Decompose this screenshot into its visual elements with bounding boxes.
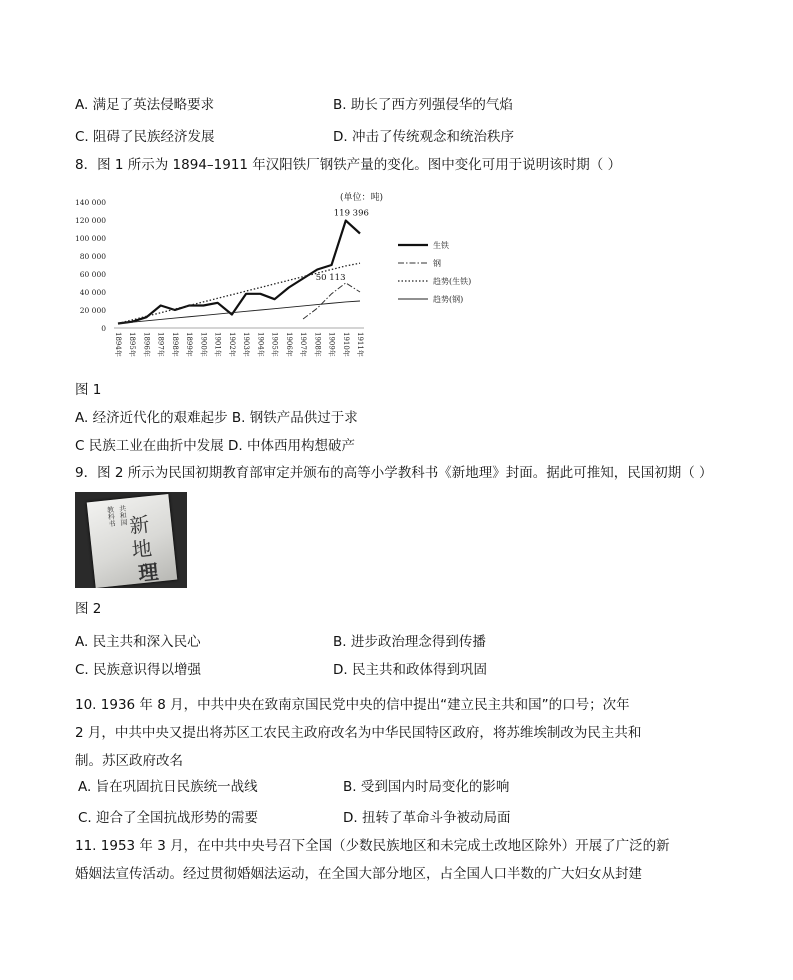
legend-label-2: 趋势(生铁) xyxy=(433,277,472,286)
textbook-cover xyxy=(87,494,178,588)
q9-stem: 9．图 2 所示为民国初期教育部审定并颁布的高等小学教科书《新地理》封面。据此可推知，民国初期（ ） xyxy=(75,465,713,481)
q9-option-d: D. 民主共和政体得到巩固 xyxy=(333,662,487,678)
x-tick-label: 1911年 xyxy=(356,332,364,357)
cover-title-char-2: 地 xyxy=(130,536,154,562)
x-tick-label: 1907年 xyxy=(299,332,308,357)
legend-label-0: 生铁 xyxy=(433,241,449,250)
x-tick-label: 1908年 xyxy=(313,332,322,357)
q11-stem-line-2: 婚姻法宣传活动。经过贯彻婚姻法运动，在全国大部分地区，占全国人口半数的广大妇女从封建 xyxy=(75,866,642,882)
x-tick-label: 1909年 xyxy=(327,332,336,357)
x-tick-label: 1899年 xyxy=(185,332,194,357)
cover-title-char-1: 新 xyxy=(128,512,151,539)
y-tick-label: 0 xyxy=(101,324,106,333)
production-line-chart xyxy=(70,190,490,380)
cover-title-char-3: 理 xyxy=(137,559,160,586)
cover-series-text: 共和国 xyxy=(118,504,129,527)
q8-stem: 8．图 1 所示为 1894–1911 年汉阳铁厂钢铁产量的变化。图中变化可用于说明该时期（ ） xyxy=(75,157,622,173)
y-tick-label: 40 000 xyxy=(79,288,106,297)
q10-stem-line-2: 2 月，中共中央又提出将苏区工农民主政府改名为中华民国特区政府，将苏维埃制改为民主共和 xyxy=(75,725,642,741)
q9-option-b: B. 进步政治理念得到传播 xyxy=(333,634,486,650)
annotation-peak-steel: 50 113 xyxy=(315,272,346,283)
x-tick-label: 1898年 xyxy=(170,332,179,357)
q10-stem-line-3: 制。苏区政府改名 xyxy=(75,753,183,769)
figure-2-caption: 图 2 xyxy=(75,601,102,617)
q10-stem-line-1: 10. 1936 年 8 月，中共中央在致南京国民党中央的信中提出“建立民主共和国”的口号；次年 xyxy=(75,697,630,713)
q10-option-c: C. 迎合了全国抗战形势的需要 xyxy=(78,810,259,826)
textbook-cover-photo xyxy=(75,492,187,588)
x-tick-label: 1902年 xyxy=(227,332,236,357)
q10-option-a: A. 旨在巩固抗日民族统一战线 xyxy=(78,779,258,795)
y-tick-label: 20 000 xyxy=(79,306,106,315)
x-tick-label: 1900年 xyxy=(199,332,208,357)
x-tick-label: 1910年 xyxy=(341,332,350,357)
x-tick-label: 1903年 xyxy=(242,332,251,357)
figure-1-caption: 图 1 xyxy=(75,382,102,398)
q9-option-c: C. 民族意识得以增强 xyxy=(75,662,202,678)
q10-option-d: D. 扭转了革命斗争被动局面 xyxy=(343,810,511,826)
q8-options-line-2: C 民族工业在曲折中发展 D. 中体西用构想破产 xyxy=(75,438,355,454)
y-tick-label: 120 000 xyxy=(74,216,106,225)
cover-textbook-text: 教科书 xyxy=(106,505,117,528)
x-tick-label: 1904年 xyxy=(256,332,265,357)
y-tick-label: 140 000 xyxy=(74,198,106,207)
x-tick-label: 1906年 xyxy=(284,332,293,357)
q11-stem-line-1: 11. 1953 年 3 月，在中共中央号召下全国（少数民族地区和未完成土改地区除外）开展了广泛的新 xyxy=(75,838,670,854)
x-tick-label: 1895年 xyxy=(128,332,137,357)
legend-label-1: 钢 xyxy=(433,259,441,268)
q10-option-b: B. 受到国内时局变化的影响 xyxy=(343,779,510,795)
annotation-peak-pig-iron: 119 396 xyxy=(333,208,369,219)
x-tick-label: 1901年 xyxy=(213,332,222,357)
y-tick-label: 100 000 xyxy=(74,234,106,243)
series-line-1 xyxy=(303,283,360,319)
q7-option-d: D. 冲击了传统观念和统治秩序 xyxy=(333,129,514,145)
q7-option-c: C. 阻碍了民族经济发展 xyxy=(75,129,215,145)
x-tick-label: 1897年 xyxy=(156,332,165,357)
legend-label-3: 趋势(钢) xyxy=(433,295,464,304)
chart-unit-label: (单位：吨) xyxy=(340,193,384,203)
x-tick-label: 1894年 xyxy=(114,332,122,357)
q9-option-a: A. 民主共和深入民心 xyxy=(75,634,201,650)
x-tick-label: 1896年 xyxy=(142,332,151,357)
q8-options-line-1: A. 经济近代化的艰难起步 B. 钢铁产品供过于求 xyxy=(75,410,358,426)
q7-option-b: B. 助长了西方列强侵华的气焰 xyxy=(333,97,513,113)
y-tick-label: 80 000 xyxy=(79,252,106,261)
y-tick-label: 60 000 xyxy=(79,270,106,279)
x-tick-label: 1905年 xyxy=(270,332,279,357)
q7-option-a: A. 满足了英法侵略要求 xyxy=(75,97,215,113)
